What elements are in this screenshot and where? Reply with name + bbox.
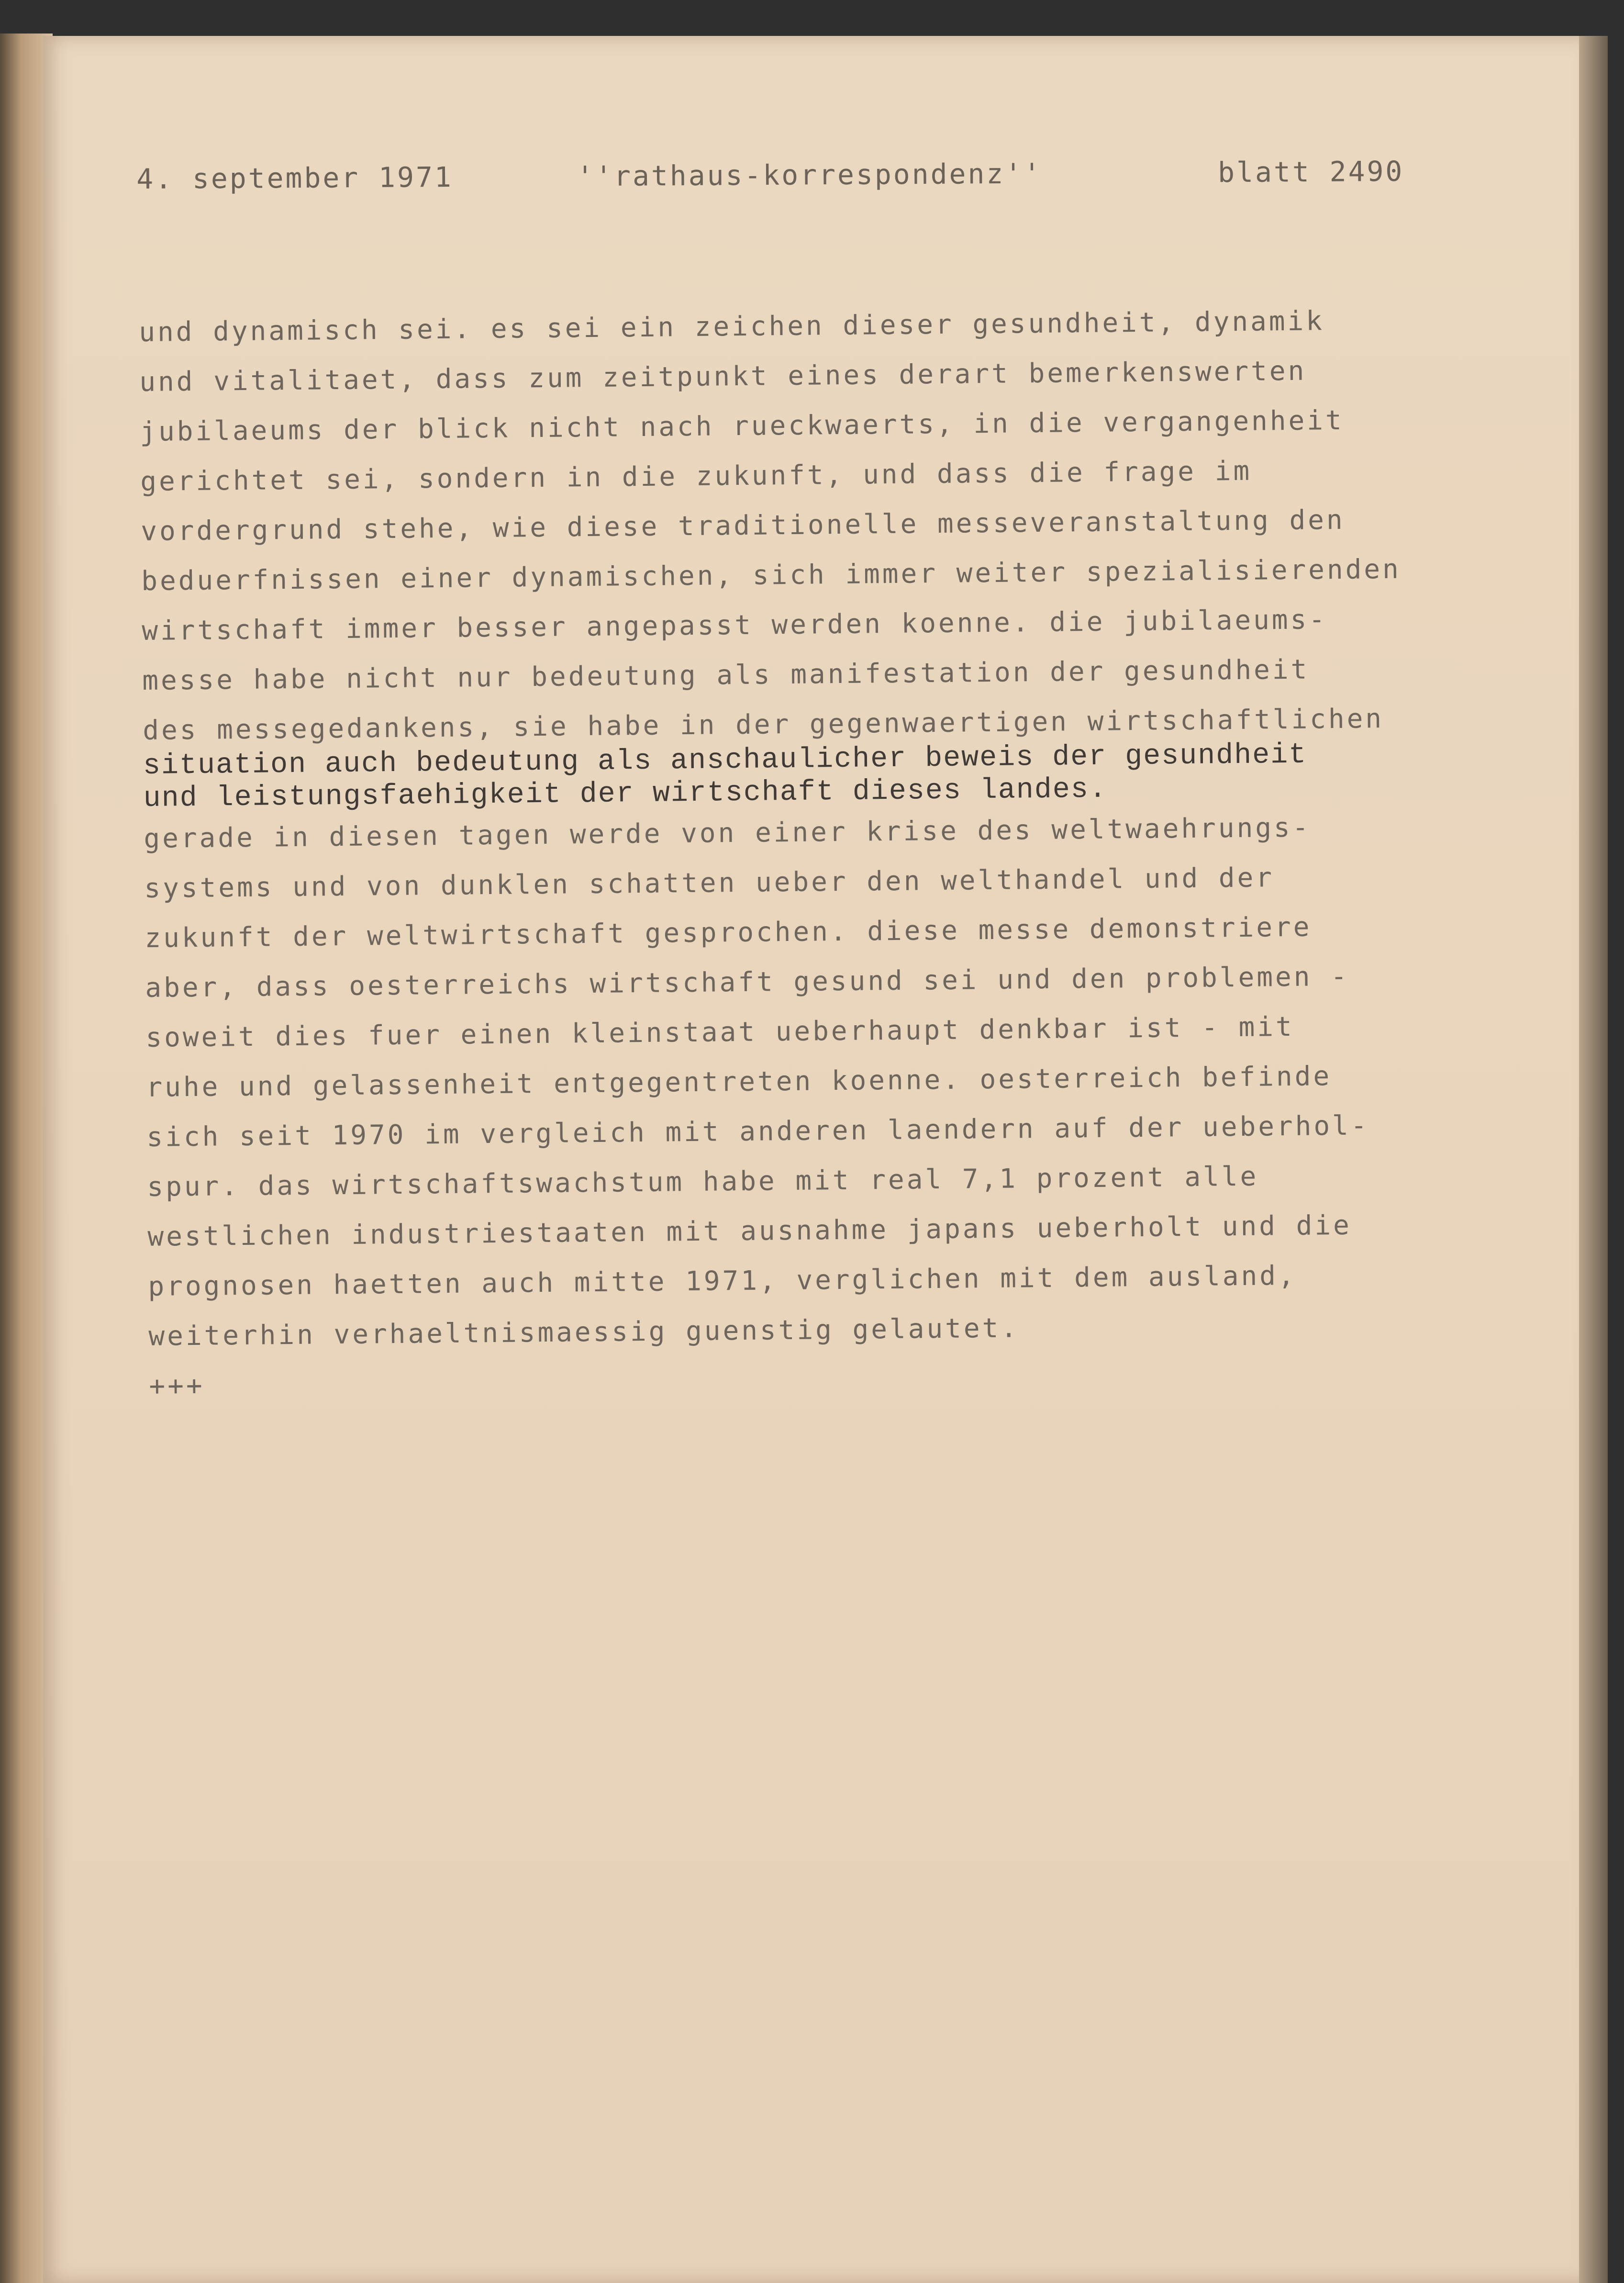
page-header: [136, 155, 1428, 206]
text-line: gerade in diesen tagen werde von einer krise des weltwaehrungs-: [144, 812, 1311, 854]
text-line: sich seit 1970 im vergleich mit anderen laendern auf der ueberhol-: [146, 1110, 1369, 1153]
text-line: zukunft der weltwirtschaft gesprochen. diese messe demonstriere: [145, 911, 1312, 954]
text-line-inserted: situation auch bedeutung als anschaulicher beweis der gesundheit: [143, 739, 1307, 783]
text-line: beduerfnissen einer dynamischen, sich immer weiter spezialisierenden: [141, 553, 1402, 597]
text-line: soweit dies fuer einen kleinstaat ueberhaupt denkbar ist - mit: [145, 1011, 1295, 1053]
text-line: weiterhin verhaeltnismaessig guenstig gelautet.: [148, 1312, 1020, 1352]
text-line: messe habe nicht nur bedeutung als manifestation der gesundheit: [142, 654, 1310, 696]
text-line: des messegedankens, sie habe in der gegenwaertigen wirtschaftlichen: [143, 703, 1384, 746]
text-line: gerichtet sei, sondern in die zukunft, und dass die frage im: [140, 455, 1252, 497]
paper-edge-shadow: [1579, 36, 1608, 2283]
text-line: spur. das wirtschaftswachstum habe mit real 7,1 prozent alle: [147, 1161, 1259, 1203]
text-line: vordergrund stehe, wie diese traditionelle messeveranstaltung den: [141, 504, 1345, 547]
header-title: ''rathaus-korrespondenz'': [576, 157, 1043, 193]
text-line: systems und von dunklen schatten ueber den welthandel und der: [144, 862, 1275, 904]
text-line: und vitalitaet, dass zum zeitpunkt eines derart bemerkenswerten: [139, 355, 1307, 398]
text-line-inserted: und leistungsfaehigkeit der wirtschaft dieses landes.: [143, 773, 1108, 815]
text-line: jubilaeums der blick nicht nach rueckwaerts, in die vergangenheit: [140, 404, 1344, 448]
text-line: aber, dass oesterreichs wirtschaft gesund sei und den problemen -: [145, 961, 1350, 1004]
end-mark: +++: [149, 1370, 205, 1402]
header-page-number: blatt 2490: [1217, 155, 1404, 189]
text-line: und dynamisch sei. es sei ein zeichen dieser gesundheit, dynamik: [139, 305, 1325, 348]
text-line: westlichen industriestaaten mit ausnahme japans ueberholt und die: [147, 1209, 1352, 1253]
text-line: prognosen haetten auch mitte 1971, verglichen mit dem ausland,: [148, 1260, 1297, 1302]
header-date: 4. september 1971: [136, 160, 454, 195]
text-line: wirtschaft immer besser angepasst werden koenne. die jubilaeums-: [142, 604, 1328, 647]
text-line: ruhe und gelassenheit entgegentreten koenne. oesterreich befinde: [146, 1061, 1332, 1103]
